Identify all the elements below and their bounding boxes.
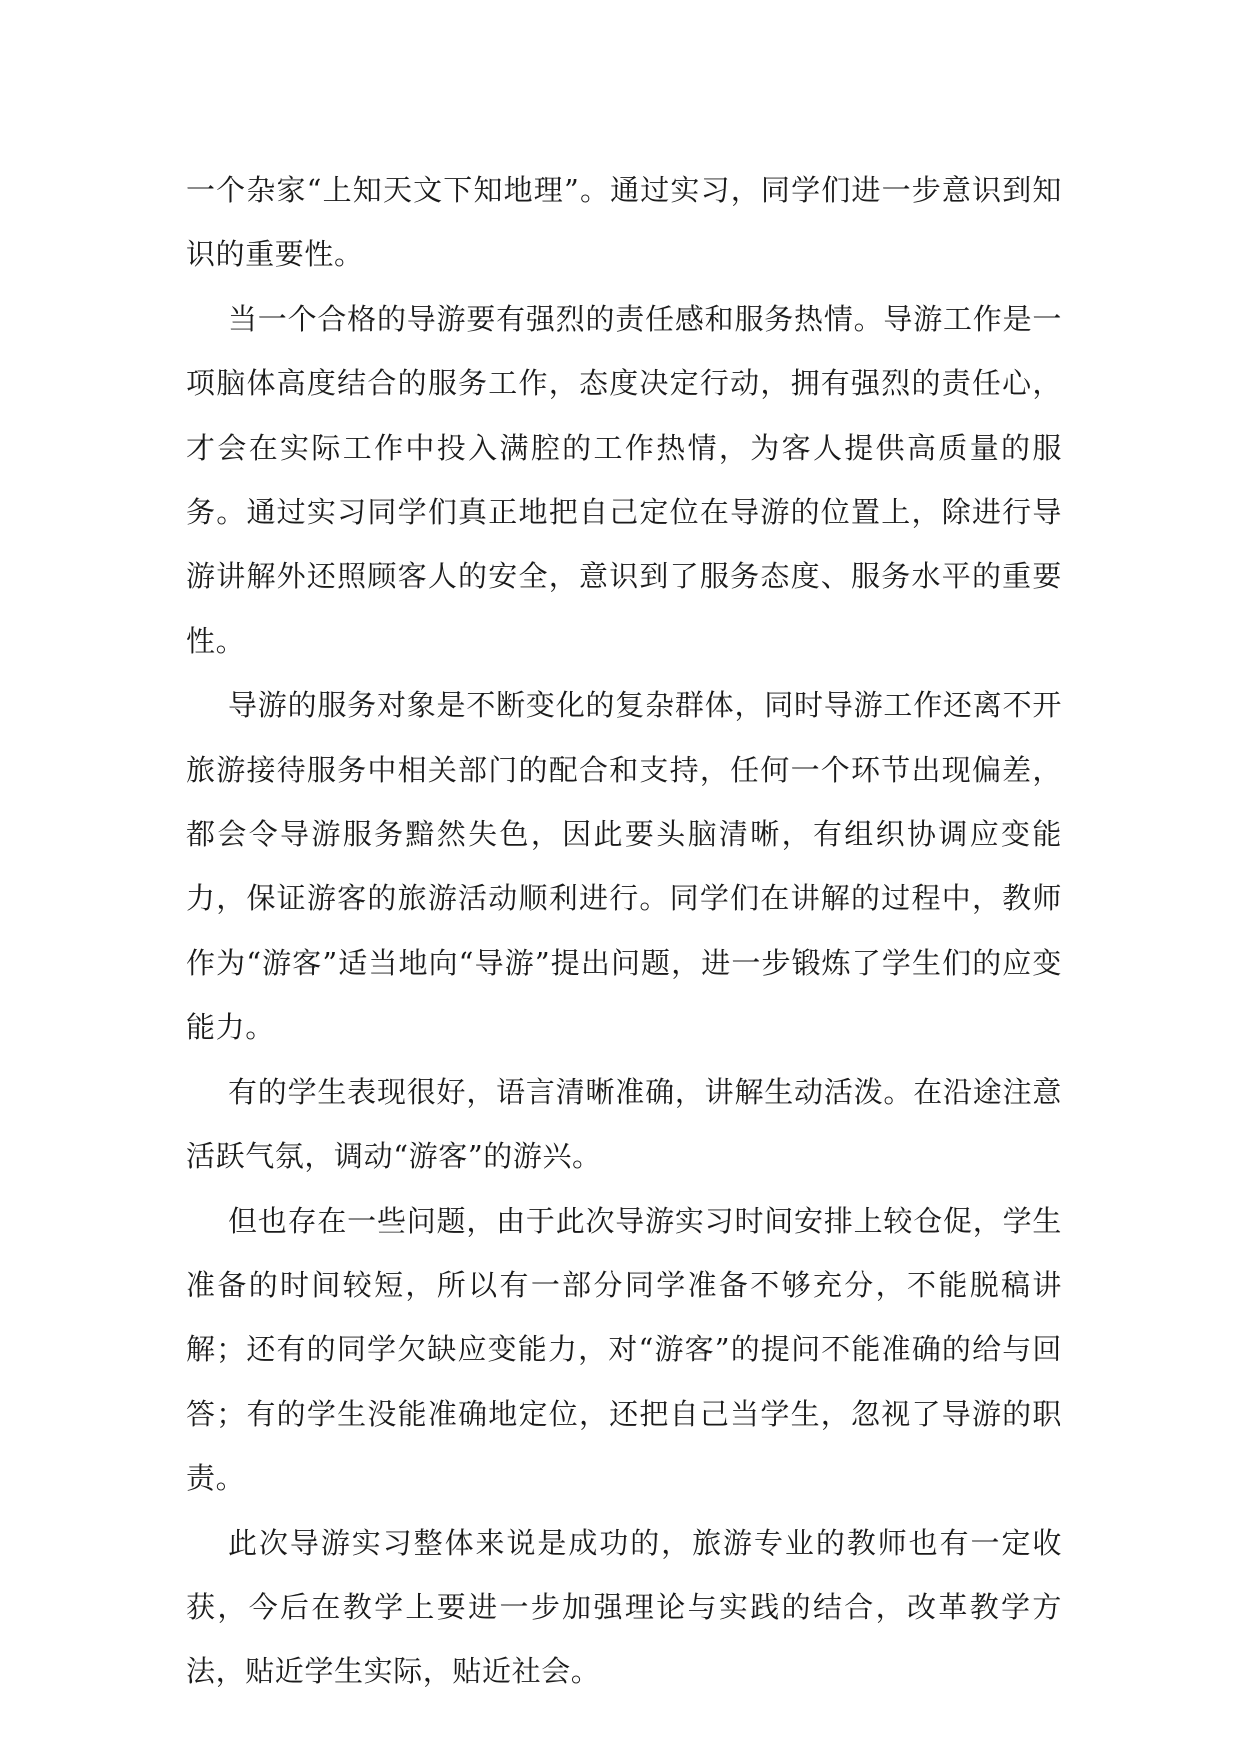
paragraph-service-objects: 导游的服务对象是不断变化的复杂群体，同时导游工作还离不开旅游接待服务中相关部门的配合和支持，任何一个环节出现偏差，都会令导游服务黯然失色，因此要头脑清晰，有组织协调应变能力，保证游客的旅游活动顺利进行。同学们在讲解的过程中，教师作为“游客”适当地向“导游”提出问题，进一步锻炼了学生们的应变能力。 bbox=[186, 688, 1062, 1045]
paragraph-responsibility: 当一个合格的导游要有强烈的责任感和服务热情。导游工作是一项脑体高度结合的服务工作，态度决定行动，拥有强烈的责任心，才会在实际工作中投入满腔的工作热情，为客人提供高质量的服务。通过实习同学们真正地把自己定位在导游的位置上，除进行导游讲解外还照顾客人的安全，意识到了服务态度、服务水平的重要性。 bbox=[186, 301, 1062, 658]
paragraph-problems: 但也存在一些问题，由于此次导游实习时间安排上较仓促，学生准备的时间较短，所以有一部分同学准备不够充分，不能脱稿讲解；还有的同学欠缺应变能力，对“游客”的提问不能准确的给与回答；有的学生没能准确地定位，还把自己当学生，忽视了导游的职责。 bbox=[186, 1203, 1062, 1496]
document-body bbox=[186, 158, 1062, 1704]
paragraph-continued: 一个杂家“上知天文下知地理”。通过实习，同学们进一步意识到知识的重要性。 bbox=[186, 173, 1062, 272]
paragraph-good-performance: 有的学生表现很好，语言清晰准确，讲解生动活泼。在沿途注意活跃气氛，调动“游客”的游兴。 bbox=[186, 1074, 1062, 1174]
paragraph-conclusion: 此次导游实习整体来说是成功的，旅游专业的教师也有一定收获，今后在教学上要进一步加强理论与实践的结合，改革教学方法，贴近学生实际，贴近社会。 bbox=[186, 1525, 1062, 1689]
